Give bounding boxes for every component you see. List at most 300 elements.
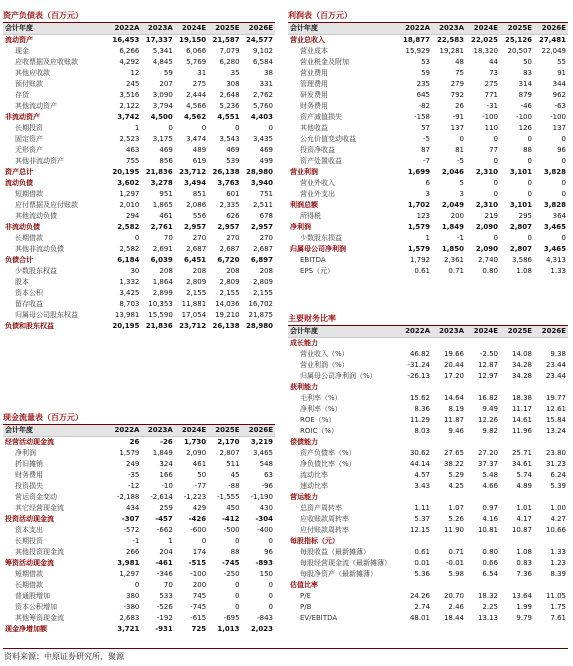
cell-value: 15.62 [409, 394, 430, 402]
row-label: 净负债比率（%） [300, 460, 356, 468]
cell-value: 1,702 [407, 201, 430, 209]
row-label: 股本 [15, 278, 29, 286]
row-label: 负债合计 [5, 256, 33, 264]
cell-value: 44 [489, 58, 498, 66]
cell-value: 21,587 [212, 36, 240, 44]
cell-value: -100 [516, 113, 532, 121]
row-label: 应付票据及应付账款 [15, 201, 78, 209]
cell-value [500, 580, 534, 591]
cell-value: 9.38 [550, 350, 566, 358]
row-label: 其他流动资产 [15, 102, 57, 110]
table-row [288, 123, 568, 134]
cell-value: 2,155 [186, 289, 207, 297]
table-row [3, 46, 275, 57]
table-row [288, 393, 568, 404]
cell-value: 0.71 [448, 548, 464, 556]
table-row [3, 244, 275, 255]
row-label: 营业税金及附加 [300, 58, 349, 66]
cell-value: 31 [197, 69, 207, 77]
cell-value: 88 [230, 548, 240, 556]
cell-value: 1.23 [550, 559, 566, 567]
cell-value: -304 [255, 515, 273, 523]
cell-value: 73 [489, 69, 498, 77]
cell-value: 1 [134, 124, 140, 132]
cell-value: 34.28 [511, 361, 532, 369]
header-label: 会计年度 [3, 425, 108, 437]
cell-value: 4.57 [414, 471, 430, 479]
table-row [288, 178, 568, 189]
cell-value: 1,013 [217, 625, 240, 633]
cell-value: 1,849 [441, 223, 464, 231]
cell-value: 0 [201, 124, 207, 132]
cell-value: -615 [190, 614, 207, 622]
row-label: 归属母公司净利润（%） [300, 372, 377, 380]
cell-value: 2,010 [119, 201, 140, 209]
cell-value [534, 580, 568, 591]
cell-value: 126 [518, 124, 532, 132]
cell-value: 11.96 [511, 427, 532, 435]
cell-value: 2,090 [475, 245, 498, 253]
row-label: EBITDA [300, 256, 326, 264]
year-header: 2024E [175, 425, 208, 437]
cell-value: 91 [557, 69, 566, 77]
table-row [288, 481, 568, 492]
cell-value [534, 437, 568, 448]
cell-value: 21,836 [145, 168, 173, 176]
cell-value: 38 [264, 69, 273, 77]
cell-value: 1,297 [119, 570, 140, 578]
cell-value: -46 [520, 102, 532, 110]
cell-value: 461 [192, 460, 207, 468]
cell-value: 12 [130, 69, 140, 77]
cell-value: 3,586 [511, 256, 532, 264]
cell-value: 24.26 [409, 592, 430, 600]
cell-value: 14,036 [215, 300, 240, 308]
cell-value: -526 [156, 603, 173, 611]
cash-flow-panel [3, 412, 275, 635]
row-label: EPS（元） [300, 267, 335, 275]
cell-value: -1 [132, 537, 140, 545]
cell-value: 5.36 [414, 570, 430, 578]
cell-value: 2,582 [117, 223, 140, 231]
cell-value [398, 338, 432, 350]
table-row [3, 525, 275, 536]
cell-value: 295 [518, 212, 532, 220]
cell-value: 8,703 [119, 300, 140, 308]
cell-value: 4,562 [184, 113, 207, 121]
cell-value: 16.82 [477, 394, 498, 402]
cell-value: 3,516 [119, 91, 140, 99]
cell-value: 1,850 [441, 245, 464, 253]
cell-value: 18.38 [511, 394, 532, 402]
cell-value: 2,310 [475, 201, 498, 209]
table-row [3, 536, 275, 547]
cell-value [534, 492, 568, 503]
cell-value: 324 [159, 460, 173, 468]
cell-value: 0 [527, 190, 532, 198]
cell-value: 12.97 [477, 372, 498, 380]
cell-value: 851 [192, 190, 207, 198]
cell-value: 430 [259, 504, 273, 512]
cell-value: 0.83 [516, 559, 532, 567]
row-label: 财务费用 [15, 471, 43, 479]
cell-value: 15,590 [148, 311, 173, 319]
cell-value: 0 [527, 135, 532, 143]
cell-value: 4,292 [119, 58, 140, 66]
cell-value: 5.39 [550, 482, 566, 490]
cell-value: 469 [159, 146, 173, 154]
cell-value: 294 [126, 212, 140, 220]
cell-value: 18,877 [402, 36, 430, 44]
cell-value: 3 [425, 190, 430, 198]
cell-value: 110 [484, 124, 498, 132]
table-row [3, 558, 275, 569]
cell-value: 0 [561, 135, 566, 143]
cell-value: -100 [550, 113, 566, 121]
cell-value: 450 [226, 504, 240, 512]
cell-value: 3,465 [543, 223, 566, 231]
cell-value: 0 [268, 537, 273, 545]
cell-value: 2,090 [475, 223, 498, 231]
table-row [3, 233, 275, 244]
source-note: 资料来源：中原证券研究所，聚源 [4, 652, 124, 661]
cell-value: 17,054 [181, 311, 207, 319]
row-label: 营运资金变动 [15, 493, 57, 501]
cell-value: 6 [425, 179, 430, 187]
header-label: 会计年度 [288, 23, 398, 35]
table-row [3, 134, 275, 145]
row-label: 净利润 [290, 223, 311, 231]
cell-value: 13,981 [114, 311, 140, 319]
table-row [288, 371, 568, 382]
table-row [3, 145, 275, 156]
table-row [288, 569, 568, 580]
cell-value: 9.46 [448, 427, 464, 435]
table-row [288, 167, 568, 178]
row-label: 流动比率 [300, 471, 328, 479]
year-header: 2026E [534, 23, 568, 35]
cell-value: 0 [493, 157, 498, 165]
row-label: 现金净增加额 [5, 625, 47, 633]
cell-value: 2,170 [217, 438, 240, 446]
row-label: 净利率（%） [300, 405, 342, 413]
cell-value: 2,957 [250, 223, 273, 231]
cell-value: 4.27 [550, 515, 566, 523]
cell-value: 463 [126, 146, 140, 154]
year-header: 2022A [108, 425, 141, 437]
cell-value: 45 [230, 471, 240, 479]
cell-value: 26 [455, 102, 464, 110]
row-label: 固定资产 [15, 135, 43, 143]
cell-value: 0 [134, 581, 140, 589]
cell-value: 3,219 [250, 438, 273, 446]
cell-value: -35 [127, 471, 140, 479]
year-header: 2025E [208, 425, 241, 437]
cell-value: 1,864 [152, 278, 173, 286]
cell-value: 3,494 [184, 179, 207, 187]
cell-value: 44.14 [409, 460, 430, 468]
cell-value: 2,046 [441, 168, 464, 176]
cell-value: 279 [450, 80, 464, 88]
cell-value: 2,444 [186, 91, 207, 99]
cell-value: 2,691 [152, 245, 173, 253]
cell-value: 0 [493, 135, 498, 143]
cell-value: 0 [235, 124, 240, 132]
row-label: 负债和股东权益 [5, 322, 54, 330]
balance-sheet-title: 资产负债表（百万元） [3, 10, 275, 23]
cell-value: -1,223 [183, 493, 207, 501]
cell-value: 20.70 [443, 592, 464, 600]
table-row [3, 613, 275, 624]
cell-value: 63 [264, 471, 273, 479]
table-row [288, 145, 568, 156]
row-label: ROIC（%） [300, 427, 338, 435]
cell-value: 792 [450, 91, 464, 99]
cell-value: 50 [197, 471, 207, 479]
cell-value [500, 536, 534, 547]
row-label: 存货 [15, 91, 29, 99]
cell-value: 23.44 [545, 361, 566, 369]
cell-value: 4.25 [448, 482, 464, 490]
cell-value: 0 [459, 135, 464, 143]
row-label: 营业利润（%） [300, 361, 349, 369]
cell-value [432, 536, 466, 547]
cell-value [466, 338, 500, 350]
cell-value: 0.97 [482, 504, 498, 512]
cell-value: 951 [159, 190, 173, 198]
cell-value: 2,523 [119, 135, 140, 143]
table-row [3, 222, 275, 233]
cash-flow-title: 现金流量表（百万元） [3, 412, 275, 425]
section-row [288, 492, 568, 503]
row-label: 管理费用 [300, 80, 328, 88]
table-row [3, 321, 275, 332]
cell-value: -412 [222, 515, 240, 523]
cell-value: 28,980 [245, 168, 273, 176]
cell-value: -843 [257, 614, 273, 622]
row-label: 现金 [15, 47, 29, 55]
cell-value: 461 [159, 212, 173, 220]
row-label: 流动负债 [5, 179, 33, 187]
cell-value: 270 [226, 234, 240, 242]
cell-value: 2.25 [482, 603, 498, 611]
cell-value: 22,049 [541, 47, 566, 55]
balance-sheet-table [3, 23, 275, 332]
cell-value: 174 [192, 548, 207, 556]
cell-value [500, 437, 534, 448]
row-label: 长期借款 [15, 234, 43, 242]
cell-value: 1.75 [550, 603, 566, 611]
cell-value: -31 [486, 102, 498, 110]
cash-flow-table [3, 425, 275, 635]
cell-value: 18,320 [473, 47, 498, 55]
year-header: 2026E [534, 326, 568, 338]
cell-value: 0 [561, 179, 566, 187]
row-label: 财务费用 [300, 102, 328, 110]
cell-value: 771 [484, 91, 498, 99]
table-row [288, 613, 568, 624]
cell-value: 1.33 [550, 548, 566, 556]
cell-value: -7 [423, 157, 430, 165]
table-row [3, 288, 275, 299]
cell-value: 3,278 [150, 179, 173, 187]
cell-value: 15.84 [545, 416, 566, 424]
cell-value: -26 [160, 438, 173, 446]
table-row [3, 266, 275, 277]
cell-value: 2,807 [509, 245, 532, 253]
cell-value: -250 [223, 570, 240, 578]
cell-value [398, 437, 432, 448]
cell-value: 266 [126, 548, 140, 556]
table-row [3, 90, 275, 101]
row-label: 投资活动现金流 [5, 515, 54, 523]
table-row [288, 156, 568, 167]
year-header: 2023A [141, 23, 174, 35]
cell-value: -380 [123, 603, 140, 611]
cell-value: 0 [201, 537, 207, 545]
table-row [3, 580, 275, 591]
cell-value: -931 [155, 625, 173, 633]
row-label: 净利润 [15, 449, 36, 457]
cell-value: -572 [123, 526, 140, 534]
cell-value: 1.08 [516, 267, 532, 275]
table-row [288, 57, 568, 68]
cell-value: 270 [259, 234, 273, 242]
cell-value: 204 [159, 548, 173, 556]
cell-value: 208 [159, 267, 173, 275]
table-row [3, 514, 275, 525]
table-row [288, 46, 568, 57]
cell-value: 3,828 [543, 168, 566, 176]
cell-value [432, 437, 466, 448]
income-statement-panel [288, 10, 568, 277]
table-row [3, 448, 275, 459]
table-row [288, 79, 568, 90]
cell-value: 1,792 [409, 256, 430, 264]
cell-value: 380 [126, 592, 140, 600]
cell-value: 1.08 [516, 548, 532, 556]
cell-value: 2,023 [250, 625, 273, 633]
cell-value: -26.13 [407, 372, 430, 380]
cell-value: 2,957 [184, 223, 207, 231]
cell-value: 4.16 [482, 515, 498, 523]
cell-value: 12.15 [409, 526, 430, 534]
table-row [288, 591, 568, 602]
header-row [3, 425, 275, 437]
table-row [3, 470, 275, 481]
table-row [3, 123, 275, 134]
table-row [3, 569, 275, 580]
bottom-rule [3, 648, 568, 649]
table-row [288, 266, 568, 277]
cell-value: 0 [493, 234, 498, 242]
cell-value: 314 [518, 80, 532, 88]
table-row [288, 90, 568, 101]
cell-value: 53 [421, 58, 430, 66]
cell-value: 2,809 [252, 278, 273, 286]
cell-value: 1.07 [448, 504, 464, 512]
table-row [288, 200, 568, 211]
cell-value: 3,465 [252, 449, 273, 457]
row-label: 其他应收款 [15, 69, 50, 77]
cell-value: 1,297 [119, 190, 140, 198]
table-row [288, 35, 568, 47]
cell-value: 14.64 [443, 394, 464, 402]
table-row [3, 57, 275, 68]
cell-value: 745 [192, 592, 207, 600]
row-label: ROE（%） [300, 416, 336, 424]
cell-value: 11,881 [181, 300, 207, 308]
cell-value: 13.64 [511, 592, 532, 600]
cell-value: -346 [156, 570, 173, 578]
cell-value: 270 [192, 234, 207, 242]
cell-value: 0 [134, 234, 140, 242]
cell-value: -400 [257, 526, 273, 534]
cell-value: 2,761 [150, 223, 173, 231]
table-row [288, 448, 568, 459]
cell-value: 38.22 [443, 460, 464, 468]
cell-value: 48.01 [409, 614, 430, 622]
cell-value: 11.90 [443, 526, 464, 534]
cell-value: 2,155 [219, 289, 240, 297]
cell-value: 364 [552, 212, 566, 220]
cell-value: 34.28 [511, 372, 532, 380]
row-label: 留存收益 [15, 300, 43, 308]
cell-value: 0.61 [414, 267, 430, 275]
cell-value: 619 [192, 157, 207, 165]
year-header: 2026E [242, 23, 275, 35]
cell-value: 59 [421, 69, 430, 77]
cell-value: 0 [527, 234, 532, 242]
cell-value: 23,712 [179, 168, 207, 176]
cell-value: 137 [552, 124, 566, 132]
cell-value: 2,511 [252, 201, 273, 209]
cell-value: 0 [493, 179, 498, 187]
cell-value: 3,101 [509, 168, 532, 176]
table-row [3, 68, 275, 79]
cell-value: 50 [523, 58, 532, 66]
cell-value: 24,577 [245, 36, 273, 44]
cell-value [432, 382, 466, 393]
table-row [3, 492, 275, 503]
cell-value: 556 [192, 212, 207, 220]
row-label: 非流动资产 [5, 113, 40, 121]
cell-value: -100 [190, 570, 207, 578]
cell-value: 6,720 [217, 256, 240, 264]
cell-value: 539 [226, 157, 240, 165]
cell-value: 2,361 [443, 256, 464, 264]
cell-value: 5,236 [219, 102, 240, 110]
cell-value: 46.82 [409, 350, 430, 358]
row-label: 营业总收入 [290, 36, 325, 44]
cell-value: 22,583 [436, 36, 464, 44]
cell-value [466, 382, 500, 393]
cell-value: 0 [561, 190, 566, 198]
cell-value: 81 [455, 146, 464, 154]
row-label: 资产处置收益 [300, 157, 342, 165]
cell-value: 0.71 [448, 267, 464, 275]
row-label: 毛利率（%） [300, 394, 342, 402]
year-header: 2022A [398, 23, 432, 35]
cell-value: 12.26 [477, 416, 498, 424]
row-label: 利润总额 [290, 201, 318, 209]
cell-value: 19,210 [215, 311, 240, 319]
cell-value: 5.48 [482, 471, 498, 479]
table-row [288, 134, 568, 145]
cell-value: -91 [452, 113, 464, 121]
cell-value: 3 [459, 190, 464, 198]
cell-value: 4,551 [217, 113, 240, 121]
